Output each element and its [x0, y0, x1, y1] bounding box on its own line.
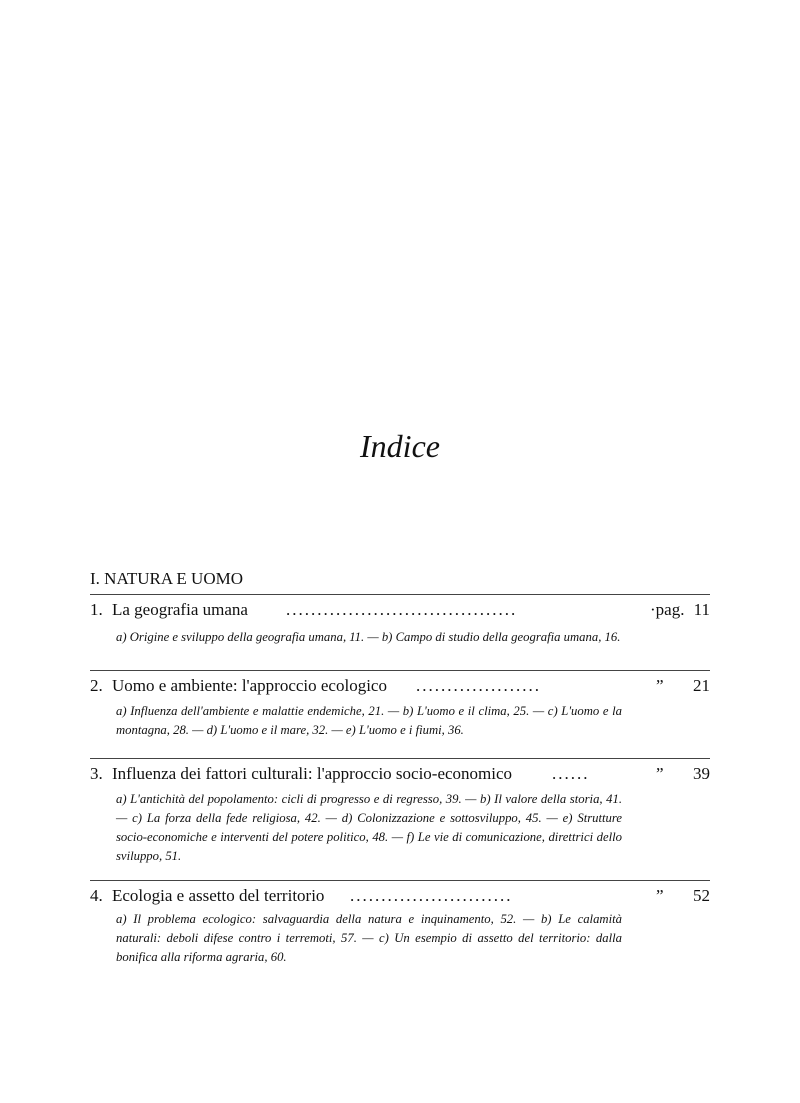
entry-number: 3.: [90, 764, 103, 783]
page-title: Indice: [360, 428, 440, 464]
toc-entry[interactable]: [90, 884, 710, 964]
divider: [90, 594, 710, 595]
divider: [90, 670, 710, 671]
entry-title: Ecologia e assetto del territorio: [112, 886, 325, 905]
divider: [90, 758, 710, 759]
toc-entry[interactable]: [90, 674, 710, 737]
page-number: 11: [693, 600, 710, 619]
entry-title: La geografia umana: [112, 600, 248, 619]
leader-dots: ......: [552, 764, 590, 783]
entry-number: 4.: [90, 886, 103, 905]
page-number: 21: [693, 676, 710, 695]
page-number: 52: [693, 886, 710, 905]
toc-entry[interactable]: [90, 762, 710, 863]
entry-subsections: a) Origine e sviluppo della geografia umana, 11. — b) Campo di studio della geografia umana, 16.: [116, 630, 621, 644]
entry-number: 1.: [90, 600, 103, 619]
part-heading: I. NATURA E UOMO: [90, 569, 243, 588]
entry-subsections: a) Influenza dell'ambiente e malattie endemiche, 21. — b) L'uomo e il clima, 25. — c) L'uomo e la montagna, 28. — d) L'uomo e il mare, 32. — e) L'uomo e i fiumi, 36.: [116, 704, 622, 737]
entry-title: Influenza dei fattori culturali: l'approccio socio-economico: [112, 764, 513, 783]
entry-subsections: a) Il problema ecologico: salvaguardia della natura e inquinamento, 52. — b) Le calamità naturali: deboli difese contro i terremoti, 57. — c) Un esempio di assetto del territorio: dalla bonifica alla riforma agraria, 60.: [116, 912, 622, 964]
divider: [90, 880, 710, 881]
entry-title: Uomo e ambiente: l'approccio ecologico: [112, 676, 387, 695]
leader-dots: .....................................: [286, 600, 518, 619]
leader-dots: ..........................: [350, 886, 513, 905]
page-prefix: ”: [656, 886, 664, 905]
leader-dots: ....................: [416, 676, 541, 695]
page-prefix: ”: [656, 764, 664, 783]
entry-number: 2.: [90, 676, 103, 695]
toc-entry[interactable]: [90, 598, 710, 644]
page-number: 39: [693, 764, 710, 783]
page-prefix: ·pag.: [650, 600, 685, 619]
entry-subsections: a) L'antichità del popolamento: cicli di progresso e di regresso, 39. — b) Il valore della storia, 41. — c) La forza della fede religiosa, 42. — d) Colonizzazione e sottosviluppo, 45. — e) Strutture socio-economiche e interventi del potere politico, 48. — f) Le vie di comunicazione, direttrici dello sviluppo, 51.: [116, 792, 622, 863]
page-prefix: ”: [656, 676, 664, 695]
